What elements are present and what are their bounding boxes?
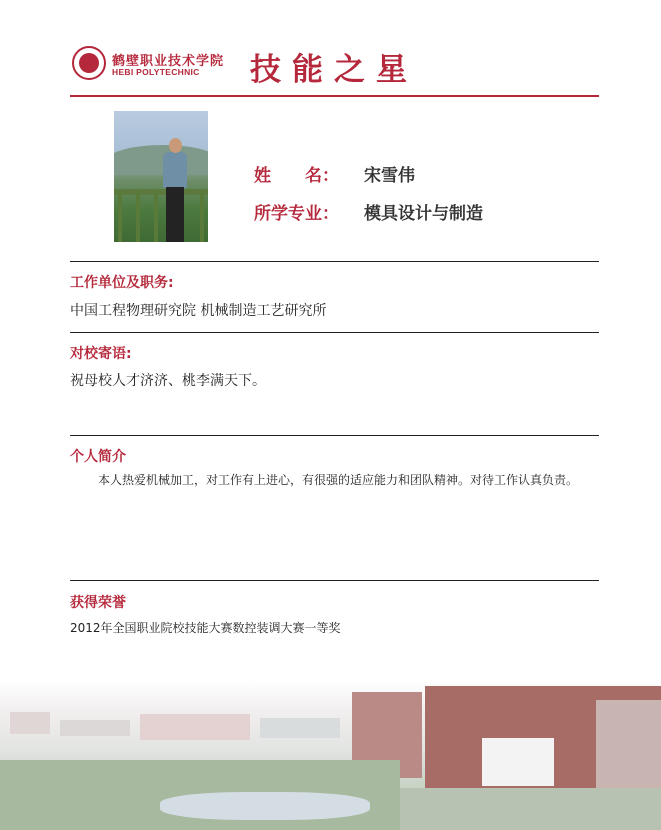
honors-heading: 获得荣誉 — [70, 595, 126, 611]
honors-body: 2012年全国职业院校技能大赛数控装调大赛一等奖 — [70, 621, 341, 635]
school-logo — [72, 46, 232, 86]
work-heading: 工作单位及职务: — [70, 275, 174, 291]
intro-body: 本人热爱机械加工，对工作有上进心，有很强的适应能力和团队精神。对待工作认真负责。 — [98, 473, 579, 487]
section-divider — [70, 261, 599, 262]
section-divider — [70, 435, 599, 436]
logo-chinese-name: 鹤壁职业技术学院 — [112, 54, 225, 69]
name-label: 姓 名： — [254, 166, 339, 186]
intro-heading: 个人简介 — [70, 449, 126, 465]
work-body: 中国工程物理研究院 机械制造工艺研究所 — [70, 303, 327, 319]
page-title: 技能之星 — [250, 52, 418, 88]
section-divider — [70, 580, 599, 581]
message-heading: 对校寄语: — [70, 346, 132, 362]
name-value: 宋雪伟 — [364, 166, 415, 186]
school-seal-icon — [72, 46, 106, 80]
header-divider — [70, 95, 599, 97]
logo-english-name: HEBI POLYTECHNIC — [112, 67, 200, 77]
major-label: 所学专业： — [254, 204, 339, 224]
major-value: 模具设计与制造 — [364, 204, 483, 224]
section-divider — [70, 332, 599, 333]
message-body: 祝母校人才济济、桃李满天下。 — [70, 373, 266, 389]
campus-photo — [0, 680, 661, 830]
profile-photo — [114, 111, 208, 242]
